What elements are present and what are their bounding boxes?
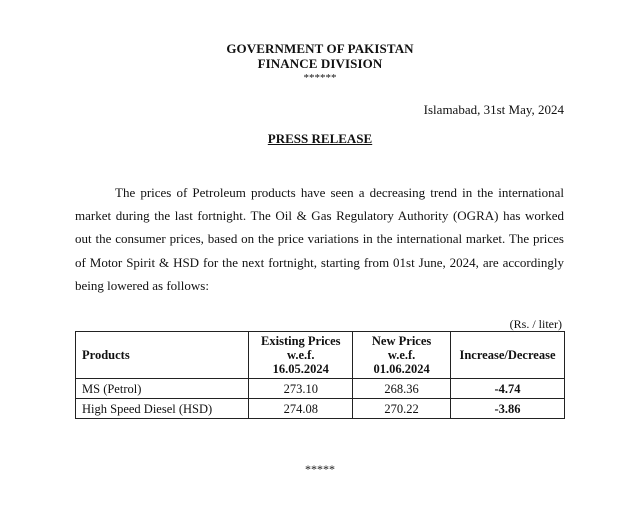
existing-price-cell: 274.08 xyxy=(249,399,353,419)
table-row xyxy=(76,379,565,399)
table-header-row xyxy=(76,332,565,379)
existing-header-line: w.e.f. xyxy=(287,348,315,362)
body-paragraph: The prices of Petroleum products have seen a decreasing trend in the international market during the last fortnight. The Oil & Gas Regulatory Authority (OGRA) has worked out the consumer prices, based on the price variations in the international market. The prices of Motor Spirit & HSD for the next fortnight, starting from 01st June, 2024, are accordingly being lowered as follows: xyxy=(75,185,564,293)
new-header-line: w.e.f. xyxy=(387,348,416,362)
existing-header-line: Existing Prices xyxy=(261,334,341,348)
new-header-line: 01.06.2024 xyxy=(373,362,430,376)
footer-stars: ***** xyxy=(305,462,335,476)
column-header-change: Increase/Decrease xyxy=(451,332,565,379)
table-row xyxy=(76,399,565,419)
change-cell: -3.86 xyxy=(451,399,565,419)
column-header-products: Products xyxy=(76,332,249,379)
column-header-existing xyxy=(249,332,353,379)
column-header-new xyxy=(353,332,451,379)
price-table xyxy=(75,331,565,419)
header-government: GOVERNMENT OF PAKISTAN xyxy=(226,41,414,56)
existing-header-line: 16.05.2024 xyxy=(272,362,329,376)
new-header-line: New Prices xyxy=(371,334,432,348)
unit-note: (Rs. / liter) xyxy=(509,317,562,331)
new-price-cell: 270.22 xyxy=(353,399,451,419)
existing-price-cell: 273.10 xyxy=(249,379,353,399)
change-cell: -4.74 xyxy=(451,379,565,399)
product-cell: MS (Petrol) xyxy=(76,379,249,399)
product-cell: High Speed Diesel (HSD) xyxy=(76,399,249,419)
page-title: PRESS RELEASE xyxy=(267,131,373,146)
dateline: Islamabad, 31st May, 2024 xyxy=(423,102,564,117)
header-division: FINANCE DIVISION xyxy=(257,56,383,71)
header-stars: ****** xyxy=(303,72,337,84)
new-price-cell: 268.36 xyxy=(353,379,451,399)
